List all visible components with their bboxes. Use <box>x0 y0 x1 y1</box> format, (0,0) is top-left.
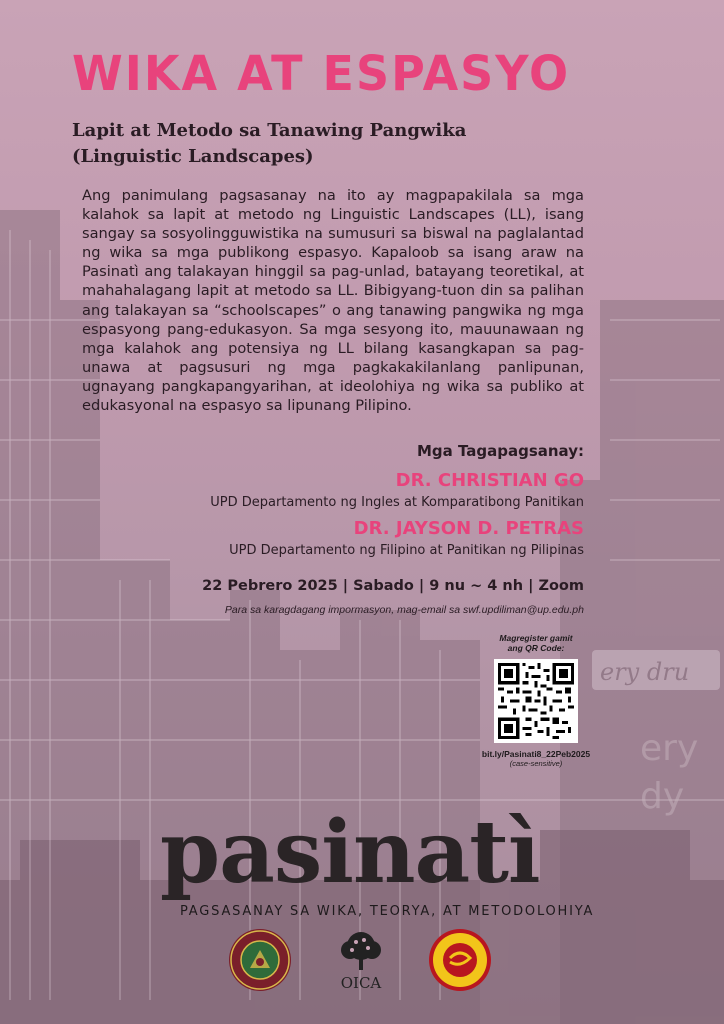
description-paragraph: Ang panimulang pagsasanay na ito ay magpapakilala sa mga kalahok sa lapit at metodo ng Linguistic Landscapes (LL), isang sangay sa sosyolingguwistika na sumusuri sa biswal na paglalantad ng wika sa mga publikong espasyo. Kapaloob sa isang araw na Pasinatì ang talakayan hinggil sa pag-unlad, batayang teoretikal, at mahahalagang lapit at metodo sa LL. Bibigyang-tuon din sa palihan ang talakayan sa “schoolscapes” o ang tanawing pangwika ng mga espasyong pang-edukasyon. Sa mga sesyong ito, mauunawaan ng mga kalahok ang potensiya ng LL bilang kasangkapan sa pag-unawa at pagsusuri ng mga pagkakakilanlang panlipunan, ugnayang pangkapangyarihan, at ideolohiya ng wika sa publiko at edukasyonal na espasyo sa lipunang Pilipino. <box>82 187 584 415</box>
speaker-dept-1: UPD Departamento ng Ingles at Komparatibong Panitikan <box>210 495 584 510</box>
svg-text:ery dru: ery dru <box>600 658 690 686</box>
oica-logo <box>326 928 396 997</box>
facilitators-heading: Mga Tagapagsanay: <box>416 442 584 460</box>
registration-note: (case-sensitive) <box>509 759 563 768</box>
up-seal-logo <box>228 928 292 997</box>
svg-text:ery: ery <box>640 728 699 769</box>
subtitle <box>72 118 492 170</box>
speaker-dept-2: UPD Departamento ng Filipino at Panitikan ng Pilipinas <box>229 543 584 558</box>
svg-text:OICA: OICA <box>340 974 382 992</box>
qr-caption <box>476 633 596 653</box>
speaker-name-1: DR. CHRISTIAN GO <box>395 470 584 491</box>
registration-block <box>476 633 596 768</box>
contact-line: Para sa karagdagang impormasyon, mag-email sa swf.updiliman@up.edu.ph <box>224 604 584 616</box>
svg-text:dy: dy <box>640 776 685 817</box>
poster-title: WIKA AT ESPASYO <box>72 44 571 102</box>
brand-tagline: PAGSASANAY SA WIKA, TEORYA, AT METODOLOHIYA <box>180 904 595 919</box>
registration-link[interactable]: bit.ly/Pasinati8_22Peb2025 <box>481 749 591 759</box>
brand-wordmark: pasinatì <box>160 802 540 903</box>
subtitle-line-1: Lapit at Metodo sa Tanawing Pangwika <box>72 120 467 141</box>
qr-code-icon[interactable] <box>494 659 578 743</box>
speaker-name-2: DR. JAYSON D. PETRAS <box>353 518 584 539</box>
swf-logo <box>428 928 492 997</box>
qr-caption-line-2: ang QR Code: <box>507 643 565 653</box>
qr-caption-line-1: Magregister gamit <box>499 633 573 643</box>
subtitle-line-2: (Linguistic Landscapes) <box>72 146 314 167</box>
schedule-line: 22 Pebrero 2025 | Sabado | 9 nu ~ 4 nh | Zoom <box>202 578 584 594</box>
